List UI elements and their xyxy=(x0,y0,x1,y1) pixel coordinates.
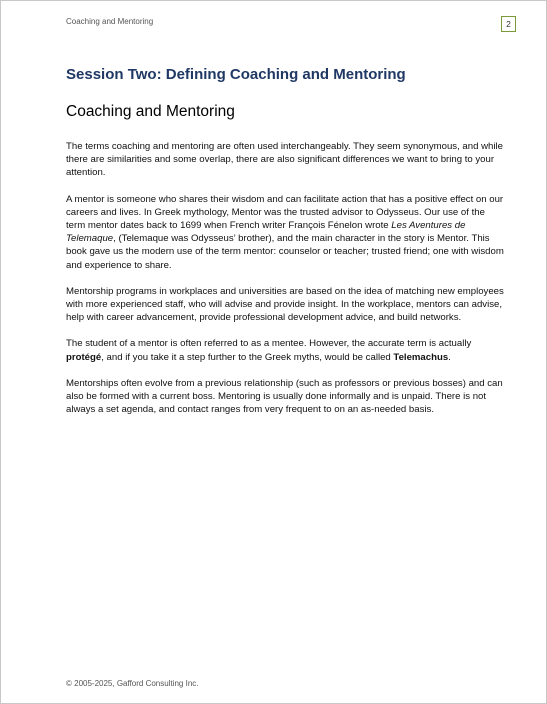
paragraph-5: Mentorships often evolve from a previous relationship (such as professors or previous bosses) and can also be formed with a current boss. Mentoring is usually done informally and is unpaid. There is not always a set agenda, and contact ranges from very frequent to on an as-needed basis. xyxy=(66,377,503,416)
session-title: Session Two: Defining Coaching and Mentoring xyxy=(66,66,406,83)
paragraph-4-part-c: . xyxy=(448,351,451,363)
paragraph-3: Mentorship programs in workplaces and universities are based on the idea of matching new employees with more experienced staff, who will advise and provide insight. In the workplace, mentors can advise, help with career advancement, provide professional development advice, and build networks. xyxy=(66,285,504,324)
term-protege: protégé xyxy=(66,351,102,363)
footer-copyright: © 2005-2025, Gafford Consulting Inc. xyxy=(66,679,199,688)
paragraph-2-part-b: , (Telemaque was Odysseus’ brother), and the main character in the story is Mentor. This book gave us the modern use of the term mentor: counselor or teacher; trusted friend; one with wisdom and experience to share. xyxy=(66,233,504,271)
paragraph-1: The terms coaching and mentoring are often used interchangeably. They seem synonymous, and while there are similarities and some overlap, there are also significant differences we want to bring to your attention. xyxy=(66,141,503,179)
page-number-box: 2 xyxy=(501,16,516,32)
book-title: Les Aventures de Telemaque xyxy=(66,220,466,245)
paragraph-2 xyxy=(66,193,506,272)
paragraph-4-part-b: , and if you take it a step further to the Greek myths, would be called xyxy=(101,351,394,363)
term-telemachus: Telemachus xyxy=(393,351,449,363)
paragraph-2-part-a: A mentor is someone who shares their wisdom and can facilitate action that has a positive effect on our careers and lives. In Greek mythology, Mentor was the trusted advisor to Odysseus. Our use of the term mentor dates back to 1699 when French writer François Fénelon wrote xyxy=(66,193,504,232)
running-header: Coaching and Mentoring xyxy=(66,17,154,26)
section-heading: Coaching and Mentoring xyxy=(66,103,235,120)
paragraph-4 xyxy=(66,337,506,363)
body-text xyxy=(66,140,506,429)
paragraph-4-part-a: The student of a mentor is often referred to as a mentee. However, the accurate term is actually xyxy=(66,338,472,350)
